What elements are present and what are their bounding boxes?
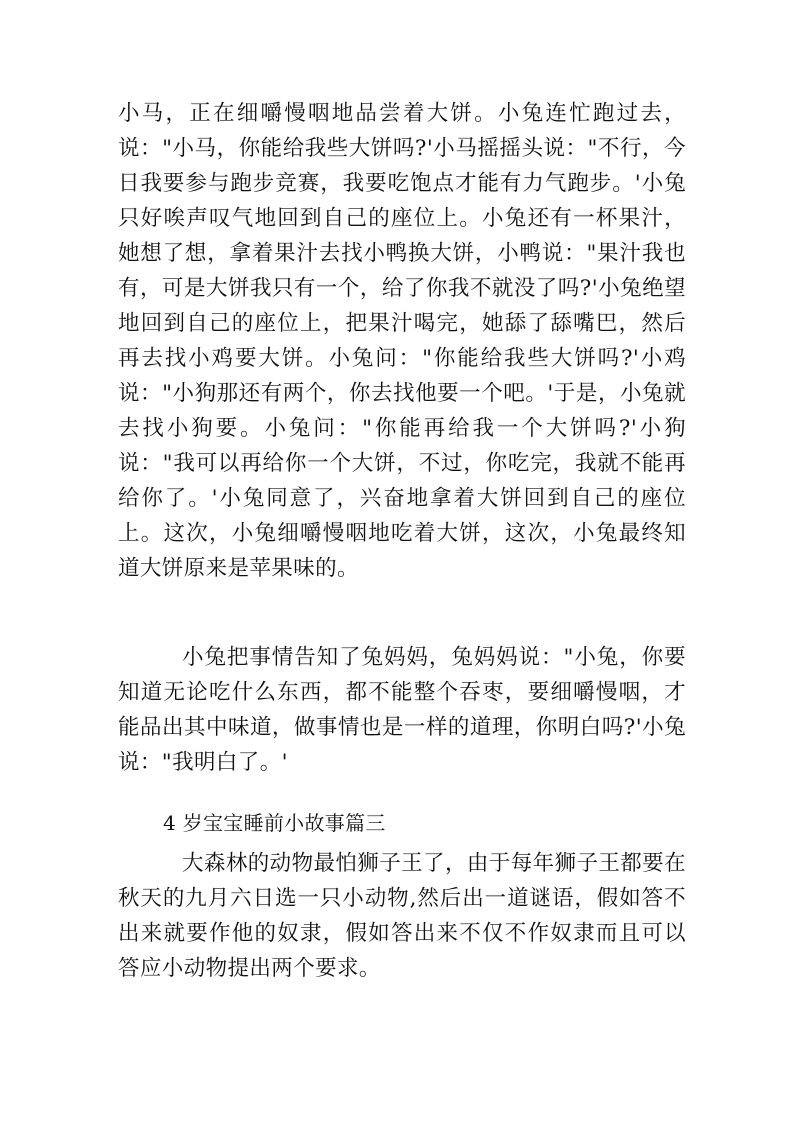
story-two-continuation-paragraph: 小马，正在细嚼慢咽地品尝着大饼。小兔连忙跑过去，说："小马，你能给我些大饼吗?'小马摇摇头说："不行，今日我要参与跑步竞赛，我要吃饱点才能有力气跑步。'小兔只好唉声叹气地回到自己的座位上。小兔还有一杯果汁，她想了想，拿着果汁去找小鸭换大饼，小鸭说："果汁我也有，可是大饼我只有一个，给了你我不就没了吗?'小兔绝望地回到自己的座位上，把果汁喝完，她舔了舔嘴巴，然后再去找小鸡要大饼。小兔问："你能给我些大饼吗?'小鸡说："小狗那还有两个，你去找他要一个吧。'于是，小兔就去找小狗要。小兔问："你能再给我一个大饼吗?'小狗说："我可以再给你一个大饼，不过，你吃完，我就不能再给你了。'小兔同意了，兴奋地拿着大饼回到自己的座位上。这次，小兔细嚼慢咽地吃着大饼，这次，小兔最终知道大饼原来是苹果味的。 xyxy=(118,101,686,581)
story-two-body xyxy=(118,96,686,796)
story-three-opening-paragraph: 大森林的动物最怕狮子王了，由于每年狮子王都要在秋天的九月六日选一只小动物,然后出一道谜语，假如答不出来就要作他的奴隶，假如答出来不仅不作奴隶而且可以答应小动物提出两个要求。 xyxy=(118,851,686,981)
story-three-heading: 4 岁宝宝睡前小故事篇三 xyxy=(163,811,386,835)
story-two-ending-paragraph: 小兔把事情告知了兔妈妈，兔妈妈说："小兔，你要知道无论吃什么东西，都不能整个吞枣，要细嚼慢咽，才能品出其中味道，做事情也是一样的道理，你明白吗?'小兔说："我明白了。' xyxy=(118,645,686,775)
story-three-body xyxy=(118,846,686,1026)
